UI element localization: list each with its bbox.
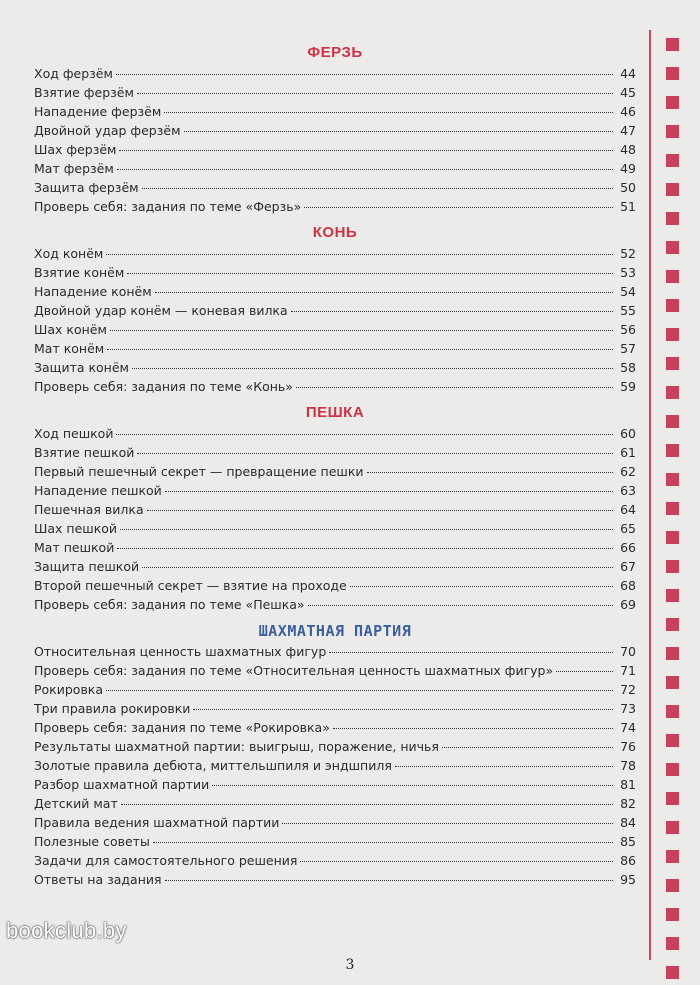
decor-square [666,589,679,602]
toc-entry[interactable] [34,737,636,756]
dot-leader [119,150,613,151]
toc-entry[interactable] [34,263,636,282]
entry-title: Нападение пешкой [34,483,162,498]
dot-leader [137,453,613,454]
dot-leader [106,690,613,691]
toc-entry[interactable] [34,794,636,813]
toc-entry[interactable] [34,661,636,680]
decor-square [666,154,679,167]
entry-title: Золотые правила дебюта, миттельшпиля и эндшпиля [34,758,392,773]
entry-page: 50 [620,180,636,195]
dot-leader [300,861,613,862]
decor-square [666,763,679,776]
toc-entry[interactable] [34,320,636,339]
dot-leader [142,567,613,568]
dot-leader [333,728,613,729]
toc-entry[interactable] [34,595,636,614]
entry-page: 59 [620,379,636,394]
dot-leader [367,472,614,473]
dot-leader [442,747,613,748]
toc-entry[interactable] [34,64,636,83]
section-title-knight: КОНЬ [312,224,358,241]
entry-title: Защита ферзём [34,180,139,195]
toc-entry[interactable] [34,197,636,216]
entry-title: Три правила рокировки [34,701,191,716]
decor-square [666,96,679,109]
entry-page: 82 [620,796,636,811]
dot-leader [193,709,613,710]
decor-square [666,647,679,660]
entry-page: 48 [620,142,636,157]
entry-title: Пешечная вилка [34,502,144,517]
entry-page: 67 [620,559,636,574]
dot-leader [556,671,613,672]
toc-entry[interactable] [34,832,636,851]
toc-entry[interactable] [34,557,636,576]
dot-leader [155,292,613,293]
entry-page: 64 [620,502,636,517]
entry-title: Мат пешкой [34,540,115,555]
decor-square [666,560,679,573]
decor-square [666,67,679,80]
toc-entry[interactable] [34,140,636,159]
dot-leader [142,188,613,189]
dot-leader [308,605,613,606]
entry-page: 45 [620,85,636,100]
dot-leader [165,491,613,492]
toc-entry[interactable] [34,244,636,263]
decor-square [666,444,679,457]
entry-title: Двойной удар ферзём [34,123,181,138]
section-title-queen: ФЕРЗЬ [307,44,363,61]
toc-entry[interactable] [34,339,636,358]
dot-leader [153,842,613,843]
entry-page: 72 [620,682,636,697]
section-queen-entries [34,64,636,216]
decor-square [666,502,679,515]
entry-page: 46 [620,104,636,119]
entry-title: Относительная ценность шахматных фигур [34,644,327,659]
dot-leader [147,510,613,511]
toc-entry[interactable] [34,500,636,519]
section-title-chess-game: ШАХМАТНАЯ ПАРТИЯ [258,622,412,640]
decor-square [666,328,679,341]
toc-entry[interactable] [34,642,636,661]
decor-square [666,183,679,196]
decor-square [666,792,679,805]
decor-square [666,734,679,747]
toc-entry[interactable] [34,775,636,794]
decor-square [666,473,679,486]
decor-square [666,531,679,544]
entry-page: 66 [620,540,636,555]
entry-title: Шах конём [34,322,107,337]
entry-page: 49 [620,161,636,176]
toc-entry[interactable] [34,851,636,870]
dot-leader [291,311,613,312]
entry-title: Детский мат [34,796,118,811]
decor-square [666,299,679,312]
entry-page: 86 [620,853,636,868]
entry-page: 61 [620,445,636,460]
entry-title: Задачи для самостоятельного решения [34,853,298,868]
dot-leader [164,112,613,113]
decor-square [666,241,679,254]
entry-page: 63 [620,483,636,498]
entry-page: 85 [620,834,636,849]
toc-entry[interactable] [34,282,636,301]
decor-square [666,212,679,225]
entry-title: Шах пешкой [34,521,118,536]
toc-entry[interactable] [34,680,636,699]
entry-title: Правила ведения шахматной партии [34,815,280,830]
entry-page: 54 [620,284,636,299]
decor-square [666,908,679,921]
entry-title: Нападение конём [34,284,152,299]
dot-leader [296,387,613,388]
entry-page: 44 [620,66,636,81]
decor-square [666,125,679,138]
dot-leader [110,330,613,331]
entry-page: 69 [620,597,636,612]
toc-entry[interactable] [34,424,636,443]
entry-title: Ход ферзём [34,66,113,81]
decor-square [666,821,679,834]
decorative-squares-strip [666,0,686,985]
entry-title: Мат ферзём [34,161,114,176]
toc-entry[interactable] [34,102,636,121]
entry-title: Проверь себя: задания по теме «Рокировка» [34,720,330,735]
entry-title: Взятие конём [34,265,125,280]
entry-page: 68 [620,578,636,593]
decor-square [666,270,679,283]
entry-page: 52 [620,246,636,261]
decor-square [666,676,679,689]
entry-page: 74 [620,720,636,735]
entry-page: 53 [620,265,636,280]
dot-leader [137,93,613,94]
toc-entry[interactable] [34,519,636,538]
entry-page: 71 [620,663,636,678]
entry-title: Ход пешкой [34,426,114,441]
entry-page: 78 [620,758,636,773]
toc-entry[interactable] [34,301,636,320]
entry-title: Мат конём [34,341,105,356]
dot-leader [107,349,613,350]
dot-leader [212,785,613,786]
decor-square [666,38,679,51]
entry-title: Ответы на задания [34,872,162,887]
section-pawn-entries [34,424,636,614]
section-title-pawn: ПЕШКА [305,404,365,421]
dot-leader [282,823,613,824]
entry-title: Проверь себя: задания по теме «Относительная ценность шахматных фигур» [34,663,554,678]
entry-title: Двойной удар конём — коневая вилка [34,303,288,318]
entry-title: Защита пешкой [34,559,140,574]
toc-entry[interactable] [34,481,636,500]
entry-page: 47 [620,123,636,138]
dot-leader [132,368,613,369]
dot-leader [329,652,613,653]
entry-page: 76 [620,739,636,754]
toc-entry[interactable] [34,443,636,462]
decor-square [666,386,679,399]
entry-title: Результаты шахматной партии: выигрыш, поражение, ничья [34,739,439,754]
entry-title: Второй пешечный секрет — взятие на проходе [34,578,347,593]
toc-entry[interactable] [34,178,636,197]
bookclub-watermark: bookclub.by [6,918,127,943]
entry-title: Рокировка [34,682,104,697]
toc-entry[interactable] [34,756,636,775]
section-knight-entries [34,244,636,396]
decor-square [666,357,679,370]
decor-square [666,937,679,950]
entry-page: 84 [620,815,636,830]
toc-entry[interactable] [34,718,636,737]
decor-square [666,705,679,718]
toc-entry[interactable] [34,358,636,377]
table-of-contents [34,42,636,889]
entry-title: Разбор шахматной партии [34,777,210,792]
dot-leader [106,254,613,255]
entry-page: 81 [620,777,636,792]
entry-title: Ход конём [34,246,104,261]
dot-leader [184,131,613,132]
toc-entry[interactable] [34,83,636,102]
entry-title: Взятие ферзём [34,85,134,100]
page-number: 3 [345,957,355,973]
entry-page: 70 [620,644,636,659]
dot-leader [116,434,613,435]
entry-title: Взятие пешкой [34,445,135,460]
toc-entry[interactable] [34,576,636,595]
entry-title: Проверь себя: задания по теме «Ферзь» [34,199,302,214]
entry-page: 51 [620,199,636,214]
page-border-line [649,30,651,960]
section-chess-game-entries [34,642,636,889]
entry-title: Шах ферзём [34,142,117,157]
entry-title: Проверь себя: задания по теме «Пешка» [34,597,305,612]
toc-entry[interactable] [34,870,636,889]
toc-entry[interactable] [34,377,636,396]
dot-leader [127,273,613,274]
entry-page: 55 [620,303,636,318]
entry-page: 58 [620,360,636,375]
entry-title: Защита конём [34,360,129,375]
entry-title: Полезные советы [34,834,150,849]
toc-entry[interactable] [34,159,636,178]
entry-page: 73 [620,701,636,716]
toc-entry[interactable] [34,538,636,557]
decor-square [666,415,679,428]
dot-leader [116,74,613,75]
toc-entry[interactable] [34,462,636,481]
dot-leader [117,169,613,170]
decor-square [666,879,679,892]
entry-page: 57 [620,341,636,356]
dot-leader [304,207,613,208]
entry-page: 95 [620,872,636,887]
entry-page: 65 [620,521,636,536]
entry-title: Нападение ферзём [34,104,162,119]
entry-page: 60 [620,426,636,441]
decor-square [666,850,679,863]
dot-leader [395,766,613,767]
dot-leader [120,529,613,530]
dot-leader [117,548,613,549]
toc-entry[interactable] [34,121,636,140]
entry-page: 62 [620,464,636,479]
toc-entry[interactable] [34,813,636,832]
dot-leader [121,804,613,805]
decor-square [666,618,679,631]
entry-page: 56 [620,322,636,337]
dot-leader [165,880,613,881]
entry-title: Первый пешечный секрет — превращение пешки [34,464,364,479]
dot-leader [350,586,613,587]
entry-title: Проверь себя: задания по теме «Конь» [34,379,293,394]
toc-entry[interactable] [34,699,636,718]
